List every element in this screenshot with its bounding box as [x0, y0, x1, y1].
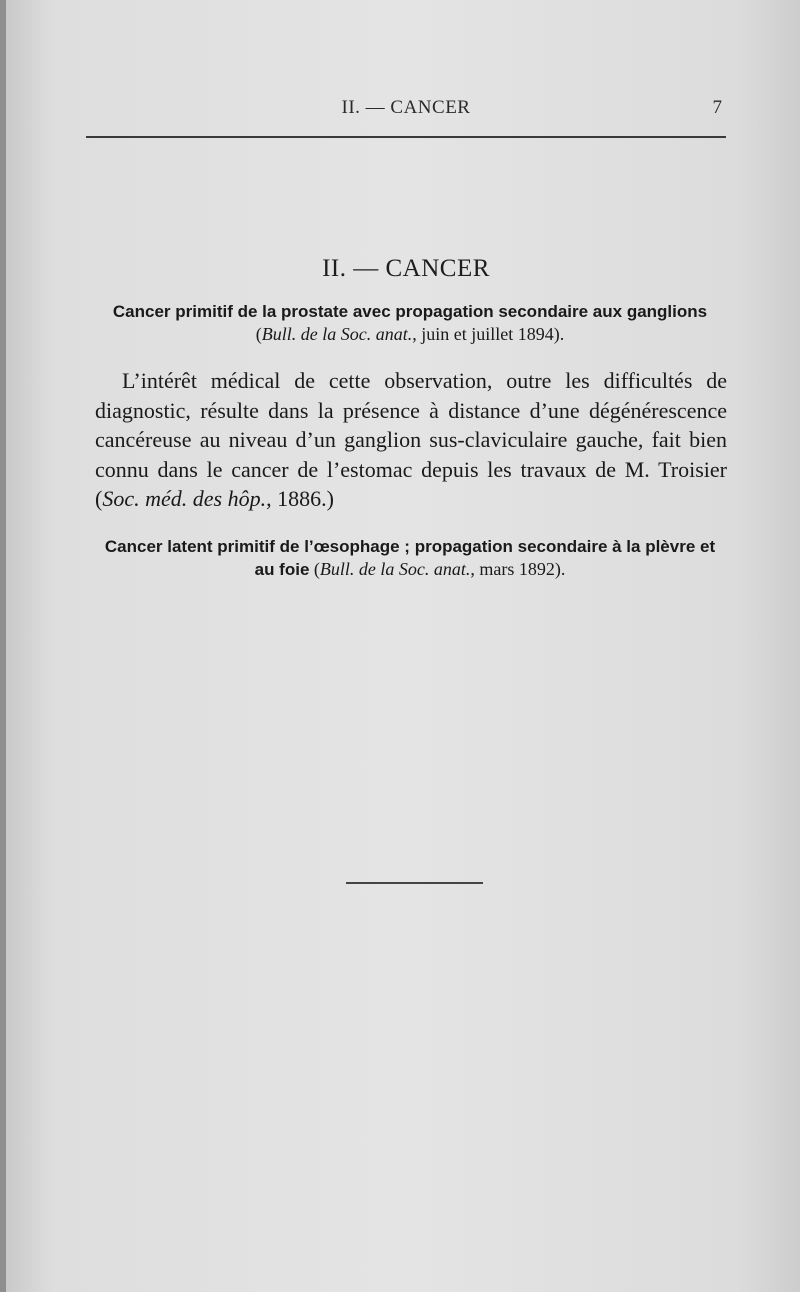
ref-open: ( — [255, 324, 262, 344]
ref-date: , mars 1892). — [470, 559, 566, 579]
paragraph-ref-close: , 1886.) — [266, 486, 334, 511]
running-title: II. — CANCER — [341, 97, 471, 118]
paragraph-ref-journal: Soc. méd. des hôp. — [102, 486, 267, 511]
ref-open: ( — [309, 559, 320, 579]
section-title: II. — CANCER — [322, 255, 490, 282]
paragraph-text: L’intérêt médical de cette observation, outre les difficultés de diagnostic, résulte dans la présence à distance d’une dégénérescence cancéreuse au niveau d’un ganglion sus-claviculaire gauche, fait bien connu dans le cancer de l’estomac depuis les travaux de M. Troisier — [95, 368, 727, 482]
body-paragraph — [95, 366, 727, 514]
page-number: 7 — [712, 97, 722, 118]
item-title-1-reference — [256, 324, 564, 344]
page-header — [86, 95, 726, 123]
item-title-1-text: Cancer primitif de la prostate avec propagation secondaire aux ganglions — [112, 302, 708, 321]
item-title-2-text: Cancer latent primitif de l’œsophage ; propagation secondaire à la plèvre et au foie — [104, 537, 716, 579]
item-title-2-reference — [309, 559, 565, 579]
ref-journal: Bull. de la Soc. anat. — [261, 324, 413, 344]
item-title-2 — [94, 536, 726, 581]
closing-rule — [346, 882, 483, 884]
ref-date: , juin et juillet 1894). — [412, 324, 565, 344]
item-title-1 — [94, 301, 726, 346]
ref-journal: Bull. de la Soc. anat. — [319, 559, 471, 579]
header-rule — [86, 136, 726, 138]
page — [6, 0, 800, 1292]
paragraph-ref-open: ( — [95, 486, 103, 511]
